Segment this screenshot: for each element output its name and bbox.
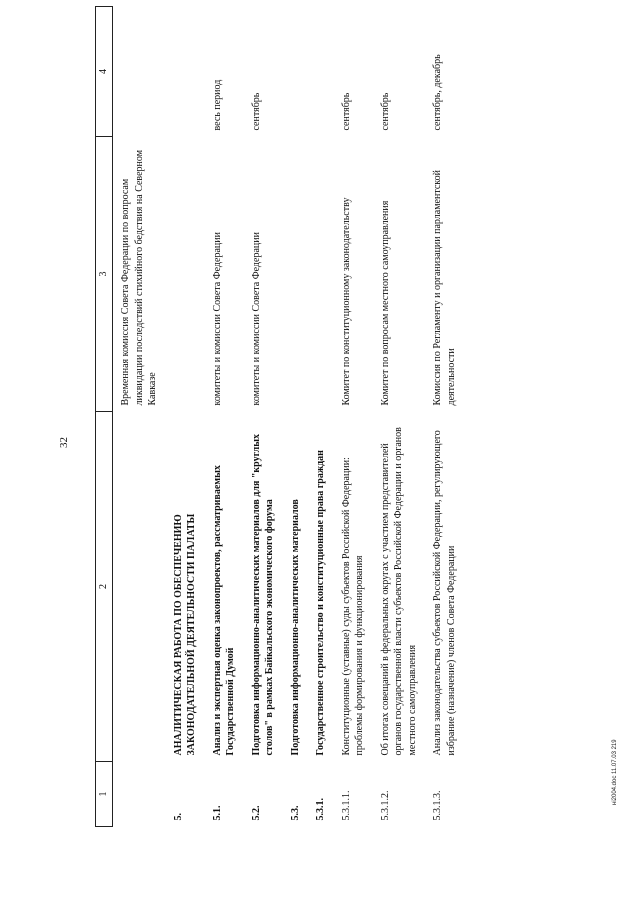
row-responsible: комитеты и комиссии Совета Федерации — [250, 232, 262, 406]
row-title: Об итогах совещаний в федеральных округах с участием представителей органов государственной власти субъектов Российской Федерации и органов местного самоуправления — [379, 427, 418, 756]
row-title: Анализ законодательства субъектов Российской Федерации, регулирующего избрание (назначение) членов Совета Федерации — [432, 430, 457, 756]
row-title: Анализ и экспертная оценка законопроектов, рассматриваемых Государственной Думой — [211, 465, 236, 756]
row-responsible: Комитет по конституционному законодательству — [340, 197, 352, 406]
row-responsible — [283, 137, 309, 412]
table-row — [244, 7, 283, 827]
row-number: 5. — [172, 813, 184, 821]
header-col-1: 1 — [96, 762, 113, 827]
row-timeframe — [283, 7, 309, 137]
row-timeframe — [113, 7, 166, 137]
row-number: 5.3.1.1. — [340, 790, 352, 821]
row-timeframe — [166, 7, 205, 137]
table-row — [113, 7, 166, 827]
row-title: Конституционные (уставные) суды субъектов Российской Федерации: проблемы формирования и функционирования — [340, 457, 365, 756]
row-title — [113, 412, 166, 762]
row-number: 5.1. — [211, 805, 223, 821]
row-number — [113, 762, 166, 827]
table-row — [373, 7, 426, 827]
row-responsible: Комитет по вопросам местного самоуправления — [379, 200, 391, 406]
row-timeframe — [308, 7, 334, 137]
table-row — [334, 7, 373, 827]
table-row — [166, 7, 205, 827]
row-timeframe: сентябрь — [340, 92, 352, 131]
table-header — [96, 7, 113, 827]
row-number: 5.3.1.2. — [379, 790, 391, 821]
row-title: Подготовка информационно-аналитических материалов для "круглых столов" в рамках Байкальского экономического форума — [250, 433, 275, 756]
page-number: 32 — [58, 437, 70, 448]
table-row — [308, 7, 334, 827]
row-title: АНАЛИТИЧЕСКАЯ РАБОТА ПО ОБЕСПЕЧЕНИЮ ЗАКОНОДАТЕЛЬНОЙ ДЕЯТЕЛЬНОСТИ ПАЛАТЫ — [172, 513, 197, 756]
rotated-page — [95, 7, 595, 827]
row-title: Государственное строительство и конституционные права граждан — [315, 450, 326, 756]
row-timeframe: сентябрь, декабрь — [432, 54, 443, 131]
row-responsible — [308, 137, 334, 412]
row-responsible: Комиссия по Регламенту и организации парламентской деятельности — [432, 170, 457, 406]
row-number: 5.2. — [250, 805, 262, 821]
footer-text: ні2004.doc 11.07.03 219 — [612, 739, 618, 805]
row-number: 5.3.1.3. — [432, 790, 443, 821]
row-timeframe: весь период — [211, 79, 223, 131]
plan-table — [95, 6, 464, 827]
header-col-3: 3 — [96, 137, 113, 412]
row-number: 5.3. — [289, 805, 301, 821]
row-responsible — [166, 137, 205, 412]
header-col-4: 4 — [96, 7, 113, 137]
row-responsible: комитеты и комиссии Совета Федерации — [211, 232, 223, 406]
row-timeframe: сентябрь — [250, 92, 262, 131]
table-row — [283, 7, 309, 827]
row-number: 5.3.1. — [315, 798, 326, 821]
row-title: Подготовка информационно-аналитических материалов — [289, 499, 301, 756]
header-col-2: 2 — [96, 412, 113, 762]
row-timeframe: сентябрь — [379, 92, 391, 131]
row-responsible: Временная комиссия Совета Федерации по вопросам ликвидации последствий стихийного бедствия на Северном Кавказе — [120, 149, 158, 406]
table-row — [425, 7, 464, 827]
table-row — [205, 7, 244, 827]
